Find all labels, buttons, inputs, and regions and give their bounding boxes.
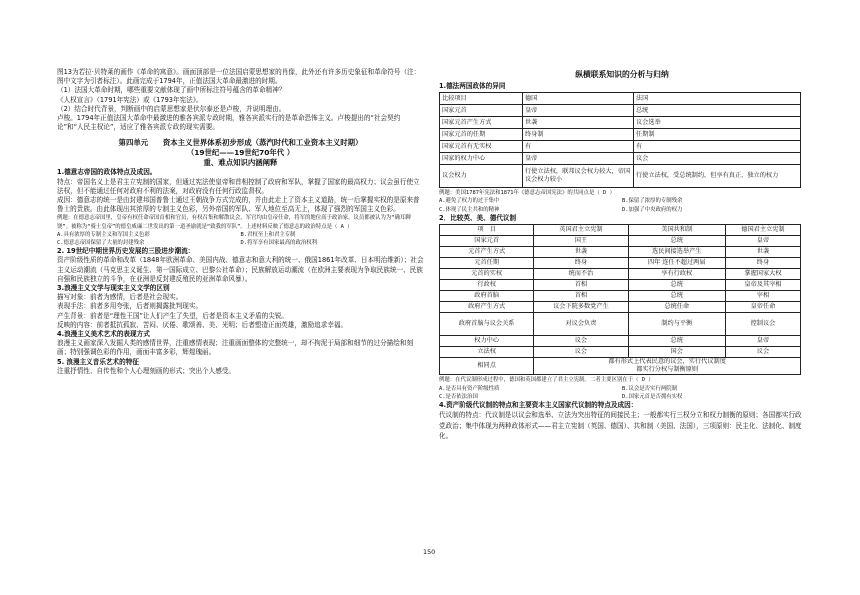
body-paragraph: 特点：帝国名义上是君主立宪制的国家，但通过宪法使皇帝和首相控制了政府和军队，掌握了国家的最高权力；议会虽行使立法权，但不能通过任何对政府不利的法案，对政府没有任何行政监督权。 [57, 177, 420, 195]
table-row [440, 129, 801, 141]
body-paragraph: 成因：德意志的统一是由封建邦国普鲁士通过王朝战争方式完成的，并由此走上了资本主义道路，统一后掌握实权的是原来普鲁士的贵族。由此体现出其浓厚的专制主义色彩，另外帝国的军队、军人地位至高无上，体现了强烈的军国主义色彩。 [57, 196, 420, 214]
table-cell: 总统 [634, 105, 801, 117]
table-cell: 皇帝及其宰相 [725, 280, 800, 291]
table-cell: 终身 [725, 258, 800, 269]
table-cell: 德国 [523, 93, 634, 105]
table-cell: 终身制 [523, 129, 634, 141]
example-option: C.体现了民主共和的精神 [439, 206, 500, 213]
body-paragraph: 表现手法：前者多用夸张，后者则揭露批判现实。 [57, 302, 203, 311]
table-cell: 国家的权力中心 [440, 153, 523, 165]
section1-heading: 1.德法两国政体的异同 [439, 82, 506, 90]
table-row [440, 153, 801, 165]
table-cell: 议会选举 [634, 117, 801, 129]
table-cell: 议会 [534, 347, 628, 358]
table-row [440, 117, 801, 129]
table-row [440, 347, 801, 358]
example-option: D.加强了中央政府的权力 [622, 206, 683, 213]
table-cell: 行使立法权，受总统制约，但享有真正、独立的权力 [634, 165, 801, 188]
table-header-cell: 英国君主立宪制 [534, 225, 628, 236]
table-row [440, 313, 801, 336]
intro-paragraph: 图13为若拉·贝特莱的画作《革命的寓意》。画面顶部是一位法国启蒙思想家的肖像，此外还有许多历史象征和革命符号（注：图中文字为引者标注）。此画完成于1794年，正值法国大革命最激进的时期。 [57, 68, 421, 86]
table-cell: 议会下院多数党产生 [534, 302, 628, 313]
example-option: B.议会是否实行两院制 [622, 385, 678, 392]
example-option: B.保留了浓厚的专制残余 [622, 198, 683, 205]
table-cell: 权力中心 [440, 336, 534, 347]
table-cell: 总统 [628, 280, 725, 291]
right-column [439, 68, 805, 441]
body-paragraph: 注重抒情性、自传性和个人心理刻画的形式；突出个人感受。 [57, 366, 236, 375]
table-cell: 世袭 [725, 247, 800, 258]
intro-paragraph: （2）结合时代背景，判断画中的启蒙思想家是伏尔泰还是卢梭，并说明理由。 [57, 104, 286, 113]
example2-options [439, 385, 805, 401]
table-cell: 总统 [628, 236, 725, 247]
table-cell: 宰相 [725, 291, 800, 302]
table-cell: 皇帝 [725, 336, 800, 347]
table-cell [534, 358, 801, 375]
unit-title: 第四单元 资本主义世界体系初步形成（蒸汽时代和工业资本主义时期） [118, 138, 363, 148]
example-question: 例题：在德意志帝国里，皇帝有权任命帝国首相和官员，有权召集和解散议会，军官均由皇帝任命，将军的地位高于政治家，议员都被认为为“确耳聊饶”。被称为“骑士皇帝”的德皇威廉二世发出的第一道圣谕就是“致我的军队”。上述材料反映了德意志的政治特点是（ A ） [57, 215, 411, 230]
table-row [440, 236, 801, 247]
table-cell: 总统 [628, 291, 725, 302]
intro-section [57, 68, 424, 132]
table-cell: 政府首脑与议会关系 [440, 313, 534, 336]
example-option: A.是否具有资产阶级性质 [439, 385, 500, 392]
left-body [57, 168, 424, 376]
table-row [440, 93, 801, 105]
table-cell: 统而不治 [534, 269, 628, 280]
table-cell: 制约与平衡 [628, 313, 725, 336]
table-cell: 有 [523, 141, 634, 153]
table-cell: 皇帝 [725, 236, 800, 247]
section-heading: 2. 19世纪中期世界历史发展的三股进步潮流： [57, 247, 195, 256]
table-cell: 议会权力 [440, 165, 523, 188]
similarity-line: 都有形式上代表民意的议会，实行代议制度 [608, 358, 726, 366]
table-row [440, 280, 801, 291]
table-cell: 元首的实权 [440, 269, 534, 280]
table-cell: 比较项目 [440, 93, 523, 105]
body-paragraph: 描写对象：前者为感情，后者是社会现实。 [57, 293, 183, 302]
example-option: C.德意志帝国保留了大量的封建残余 [57, 240, 145, 247]
table-cell: 控制议会 [725, 313, 800, 336]
table-cell: 议会 [725, 347, 800, 358]
table-cell: 掌握国家大权 [725, 269, 800, 280]
table-row [440, 269, 801, 280]
table-cell: 元首任期 [440, 258, 534, 269]
section-heading: 3.浪漫主义文学与现实主义文学的区别 [57, 284, 170, 293]
table-row [440, 302, 801, 313]
table-row [440, 165, 801, 188]
section4-heading: 4.资产阶级代议制的特点和主要资本主义国家代议制的特点及成因： [439, 401, 638, 410]
table-cell: 国家元首有无实权 [440, 141, 523, 153]
example-option: D.国家元首是否拥有实权 [622, 393, 683, 400]
table-row [440, 336, 801, 347]
body-paragraph: 产生背景：前者是“理性王国”让人们产生了失望，后者是资本主义矛盾的尖锐。 [57, 311, 289, 320]
similarity-line: 都实行分权与制衡原则 [636, 366, 699, 374]
section-heading: 1.德意志帝国的政体特点及成因。 [57, 168, 157, 177]
example1-question: 例题：美国1787年宪法和1871年《德意志帝国宪法》的共同点是（ D ） [439, 190, 615, 197]
body-paragraph: 资产阶级性质的革命和改革（1848年欧洲革命、美国内战、德意志和意大利的统一、俄国1861年改革、日本明治维新）；社会主义运动潮流（马克思主义诞生、第一国际成立、巴黎公社革命）；民族解放运动潮流（在欧洲主要表现为争取民族统一、民族自强和民族独立的斗争，在亚洲是反封建反殖民的亚洲革命风暴）。 [57, 256, 424, 283]
body-paragraph: 浪漫主义画家深入发掘人类的感情世界，注重感情表现；注重画面整体的完整统一，却不拘泥于局部和细节的过分描绘和刻画；特别强调色彩的作用，画面丰富多彩，辉煌瑰丽。 [57, 339, 414, 357]
table-cell: 享有行政权 [628, 269, 725, 280]
table-cell: 总统 [628, 336, 725, 347]
table-cell: 任期制 [634, 129, 801, 141]
table-cell: 国家元首 [440, 105, 523, 117]
intro-paragraph: 《人权宣言》（1791年宪法）或《1793年宪法》。 [57, 95, 203, 104]
table-row [440, 291, 801, 302]
table-cell: 四年 连任不超过两届 [628, 258, 725, 269]
intro-paragraph: 卢梭。1794年正值法国大革命中最激进的雅各宾派专政时期，雅各宾派实行的是革命恐怖主义。卢梭提出的“社会契约论”和“人民主权论”，适应了雅各宾派专政的现实需要。 [57, 114, 401, 132]
table-cell: 国家元首 [440, 236, 534, 247]
table-cell: 首相 [534, 280, 628, 291]
table-row [440, 247, 801, 258]
table-cell: 元首产生方式 [440, 247, 534, 258]
table-cell: 世袭 [523, 117, 634, 129]
table-cell: 世袭 [534, 247, 628, 258]
example-option: B.君权至上和君主专制 [240, 231, 296, 238]
table-cell: 行使立法权，联邦议会权力较大，帝国议会权力较小 [523, 165, 634, 188]
table-cell: 首相 [534, 291, 628, 302]
section-heading: 4.浪漫主义美术艺术的表现方式 [57, 330, 150, 339]
table-cell: 相同点 [440, 358, 534, 375]
table-cell: 总统任命 [628, 302, 725, 313]
example-option: A.具有浓厚的专制主义和军国主义色彩 [57, 231, 150, 238]
table-cell: 议会 [534, 336, 628, 347]
example-option: D.将军享有国家最高的政治权利 [240, 240, 318, 247]
table-cell: 国家元首的任期 [440, 129, 523, 141]
example-option: A.避免了权力的过于集中 [439, 198, 500, 205]
section2-heading: 2．比较英、美、德代议制 [439, 213, 517, 222]
table-cell: 皇帝 [523, 105, 634, 117]
table-cell: 议会 [634, 153, 801, 165]
representative-system-table [439, 224, 801, 375]
table-cell: 政府首脑 [440, 291, 534, 302]
right-title: 纵横联系知识的分析与归纳 [575, 70, 669, 79]
table-cell: 国会 [628, 347, 725, 358]
example-options [57, 231, 424, 247]
table-row [440, 258, 801, 269]
table-cell: 选民间接选举产生 [628, 247, 725, 258]
table-cell: 终身 [534, 258, 628, 269]
section4-text: 代议制的特点：代议制是以议会和选举、立法为突出特征的间接民主；一般都实行三权分立和权力制衡的原则；各国都实行政党政治；集中体现为两种政体形式——君主立宪制（英国、德国）、共和制（美国、法国），三项原则：民主化、法制化、制度化。 [439, 411, 802, 441]
table-cell: 政府产生方式 [440, 302, 534, 313]
example1-options [439, 197, 805, 213]
page-number: 150 [423, 548, 436, 556]
table-header-cell: 德国君主立宪制 [725, 225, 800, 236]
table-cell: 有 [634, 141, 801, 153]
table-cell: 皇帝 [523, 153, 634, 165]
table-row [440, 141, 801, 153]
table-header-row [440, 225, 801, 236]
table-cell: 立法权 [440, 347, 534, 358]
table-cell: 国家元首产生方式 [440, 117, 523, 129]
table-cell: 法国 [634, 93, 801, 105]
unit-subtitle: 重、难点知识内涵阐释 [203, 158, 278, 168]
table-cell: 国王 [534, 236, 628, 247]
table-row [440, 358, 801, 375]
table-cell: 对议会负责 [534, 313, 628, 336]
example2-question: 例题：在代议制形成过程中，德国和英国都建立了君主立宪制。二者主要区别在于（ D ） [439, 377, 654, 384]
table-row [440, 105, 801, 117]
unit-period: （19世纪——19世纪70年代 ） [186, 148, 295, 158]
section-heading: 5. 浪漫主义音乐艺术的特征 [57, 357, 139, 366]
germany-france-table [439, 92, 801, 188]
table-cell: 行政权 [440, 280, 534, 291]
body-paragraph: 反映的内容：前者抵抗孤寂、苦闷、厌倦、歌颂善、美、光明；后者塑造正面英雄，激励追求幸福。 [57, 320, 348, 329]
intro-paragraph: （1）法国大革命时期，哪些重要文献体现了画中所标注符号蕴含的革命精神？ [57, 86, 286, 95]
table-cell: 皇帝任命 [725, 302, 800, 313]
example-option: C.是否依法治国 [439, 393, 478, 400]
table-header-cell: 项 目 [440, 225, 534, 236]
table-header-cell: 美国共和制 [628, 225, 725, 236]
left-column [57, 68, 424, 376]
